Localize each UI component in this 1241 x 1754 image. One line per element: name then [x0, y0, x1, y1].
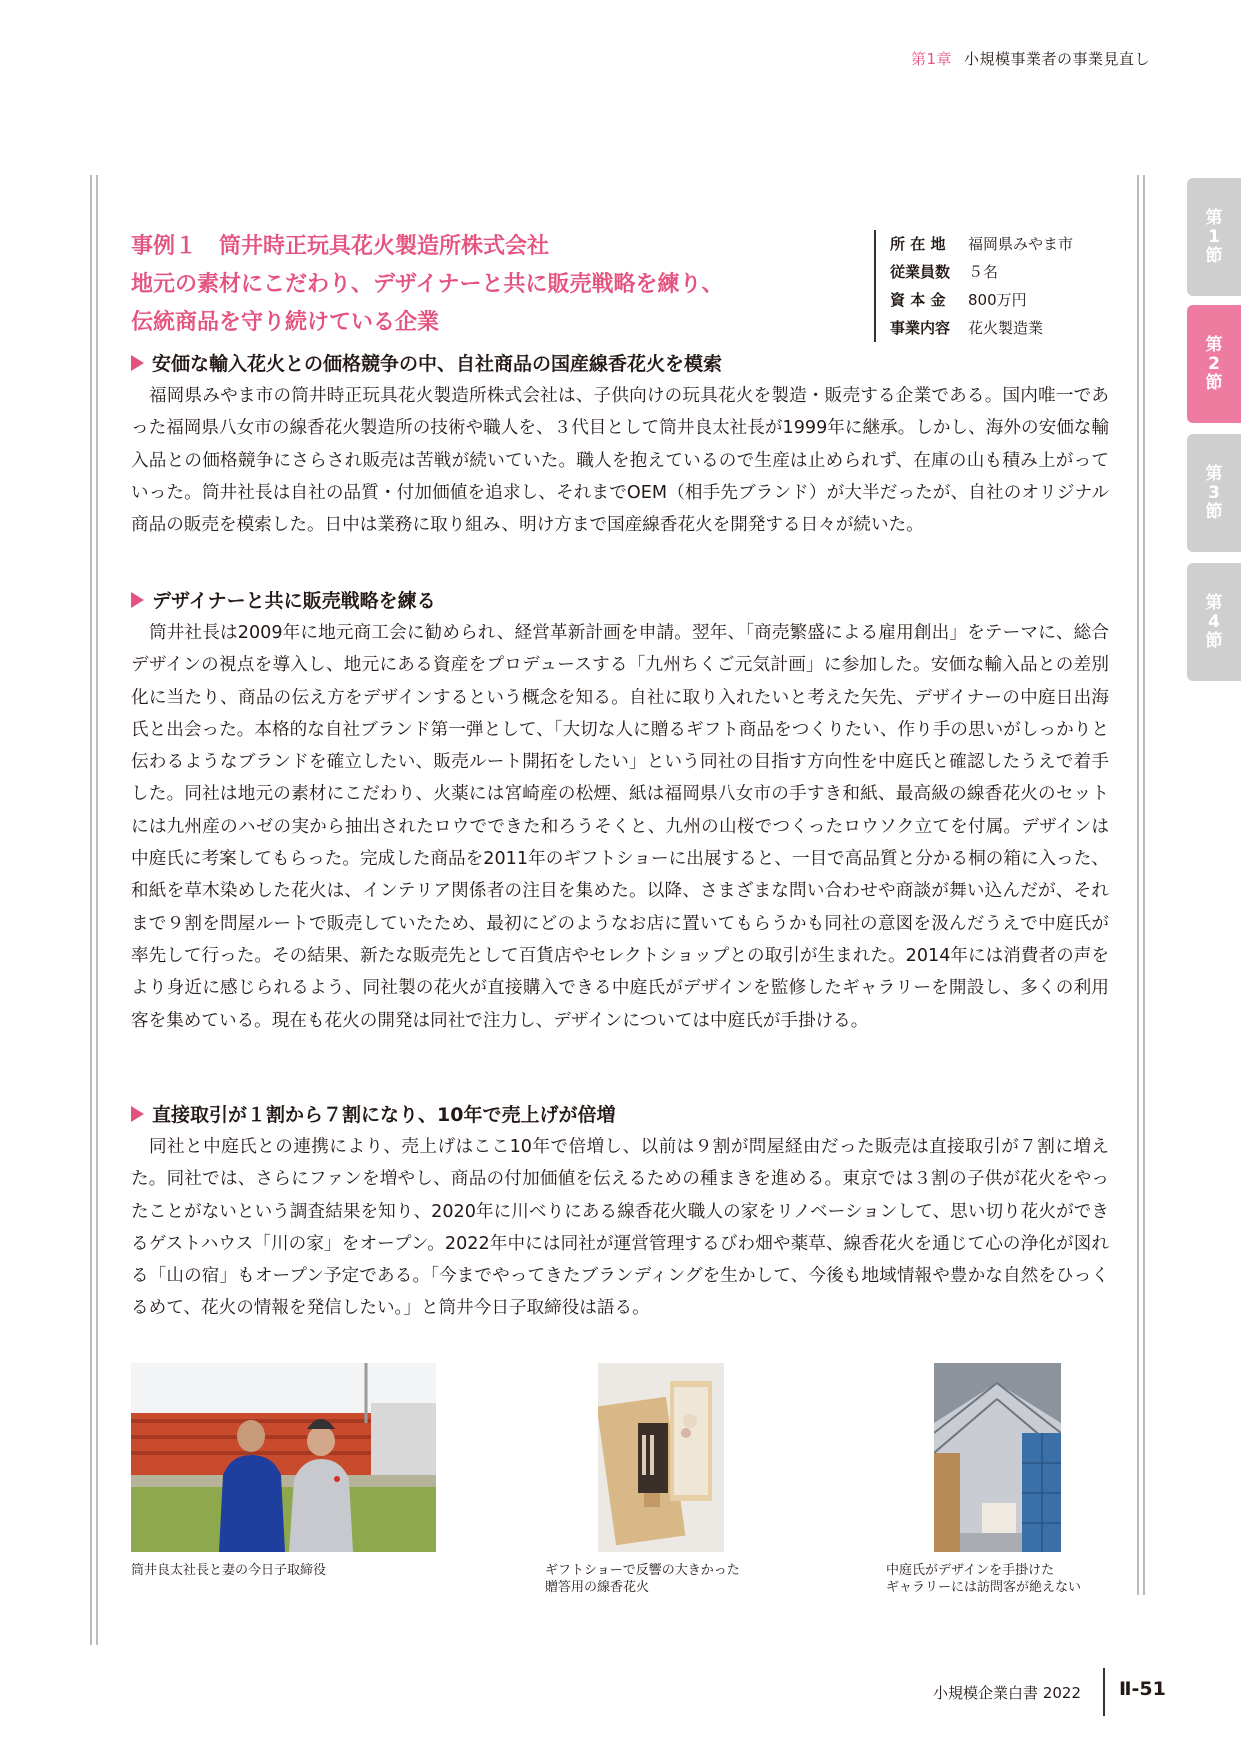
- section-heading-3: 直接取引が１割から７割になり、10年で売上げが倍増: [131, 1100, 615, 1127]
- page-number: Ⅱ-51: [1119, 1678, 1166, 1700]
- triangle-bullet-icon: [131, 592, 144, 608]
- footer-publication: 小規模企業白書 2022: [933, 1684, 1081, 1702]
- frame-line-left-1: [90, 175, 92, 1645]
- profile-row-employees: 従業員数 ５名: [890, 263, 999, 281]
- footer-divider: [1103, 1668, 1105, 1716]
- side-tab-section-1[interactable]: 第1節: [1187, 178, 1241, 296]
- photo-caption-1: 筒井良太社長と妻の今日子取締役: [131, 1563, 327, 1578]
- photo-president-and-wife: [131, 1363, 436, 1552]
- photo-caption-3: 中庭氏がデザインを手掛けた ギャラリーには訪問客が絶えない: [886, 1563, 1082, 1595]
- frame-line-left-2: [96, 175, 98, 1645]
- chapter-title: 小規模事業者の事業見直し: [963, 50, 1150, 68]
- case-title: 事例１ 筒井時正玩具花火製造所株式会社: [131, 234, 550, 259]
- frame-line-right-1: [1137, 175, 1139, 1595]
- triangle-bullet-icon: [131, 1106, 144, 1122]
- photo-gift-sparklers: [598, 1363, 724, 1552]
- chapter-number: 第1章: [910, 50, 952, 68]
- section-body-2: 筒井社長は2009年に地元商工会に勧められ、経営革新計画を申請。翌年、「商売繁盛による雇用創出」をテーマに、総合デザインの視点を導入し、地元にある資産をプロデュースする「九州ちくご元気計画」に参加した。安価な輸入品との差別化に当たり、商品の伝え方をデザインするという概念を知る。自社に取り入れたいと考えた矢先、デザイナーの中庭日出海氏と出会った。本格的な自社ブランド第一弾として、「大切な人に贈るギフト商品をつくりたい、作り手の思いがしっかりと伝わるようなブランドを確立したい、販売ルート開拓をしたい」という同社の目指す方向性を中庭氏と確認したうえで着手した。同社は地元の素材にこだわり、火薬には宮崎産の松煙、紙は福岡県八女市の手すき和紙、最高級の線香花火のセットには九州産のハゼの実から抽出されたロウでできた和ろうそくと、九州の山桜でつくったロウソク立てを付属。デザインは中庭氏に考案してもらった。完成した商品を2011年のギフトショーに出展すると、一目で高品質と分かる桐の箱に入った、和紙を草木染めした花火は、インテリア関係者の注目を集めた。以降、さまざまな問い合わせや商談が舞い込んだが、それまで９割を問屋ルートで販売していたため、最初にどのようなお店に置いてもらうかも同社の意図を汲んだうえで中庭氏が率先して行った。その結果、新たな販売先として百貨店やセレクトショップとの取引が生まれた。2014年には消費者の声をより身近に感じられるよう、同社製の花火が直接購入できる中庭氏がデザインを監修したギャラリーを開設し、多くの利用客を集めている。現在も花火の開発は同社で注力し、デザインについては中庭氏が手掛ける。: [131, 623, 1109, 1031]
- section-heading-2: デザイナーと共に販売戦略を練る: [131, 586, 436, 613]
- triangle-bullet-icon: [131, 355, 144, 371]
- photo-caption-2: ギフトショーで反響の大きかった 贈答用の線香花火: [545, 1563, 740, 1595]
- profile-row-capital: 資 本 金 800万円: [890, 291, 1027, 309]
- side-tab-section-3[interactable]: 第3節: [1187, 434, 1241, 552]
- case-heading: [131, 228, 851, 342]
- profile-row-location: 所 在 地 福岡県みやま市: [890, 235, 1074, 253]
- frame-line-right-2: [1143, 175, 1145, 1595]
- section-body-1: 福岡県みやま市の筒井時正玩具花火製造所株式会社は、子供向けの玩具花火を製造・販売する企業である。国内唯一であった福岡県八女市の線香花火製造所の技術や職人を、３代目として筒井良太社長が1999年に継承。しかし、海外の安価な輸入品との価格競争にさらされ販売は苦戦が続いていた。職人を抱えているので生産は止められず、在庫の山も積み上がっていった。筒井社長は自社の品質・付加価値を追求し、それまでOEM（相手先ブランド）が大半だったが、自社のオリジナル商品の販売を模索した。日中は業務に取り組み、明け方まで国産線香花火を開発する日々が続いた。: [131, 386, 1109, 536]
- photo-gallery-interior: [934, 1363, 1061, 1552]
- side-tab-section-4[interactable]: 第4節: [1187, 563, 1241, 681]
- chapter-header: [911, 48, 1150, 69]
- company-profile: [874, 230, 1073, 342]
- side-tab-section-2[interactable]: 第2節: [1187, 305, 1241, 423]
- profile-row-business: 事業内容 花火製造業: [890, 319, 1044, 337]
- section-heading-1: 安価な輸入花火との価格競争の中、自社商品の国産線香花火を模索: [131, 349, 722, 376]
- section-body-3: 同社と中庭氏との連携により、売上げはここ10年で倍増し、以前は９割が問屋経由だった販売は直接取引が７割に増えた。同社では、さらにファンを増やし、商品の付加価値を伝えるための種まきを進める。東京では３割の子供が花火をやったことがないという調査結果を知り、2020年に川べりにある線香花火職人の家をリノベーションして、思い切り花火ができるゲストハウス「川の家」をオープン。2022年中には同社が運営管理するびわ畑や薬草、線香花火を通じて心の浄化が図れる「山の宿」もオープン予定である。「今までやってきたブランディングを生かして、今後も地域情報や豊かな自然をひっくるめて、花火の情報を発信したい。」と筒井今日子取締役は語る。: [131, 1137, 1109, 1319]
- case-subtitle-2: 伝統商品を守り続けている企業: [131, 310, 440, 335]
- case-subtitle-1: 地元の素材にこだわり、デザイナーと共に販売戦略を練り、: [131, 272, 724, 297]
